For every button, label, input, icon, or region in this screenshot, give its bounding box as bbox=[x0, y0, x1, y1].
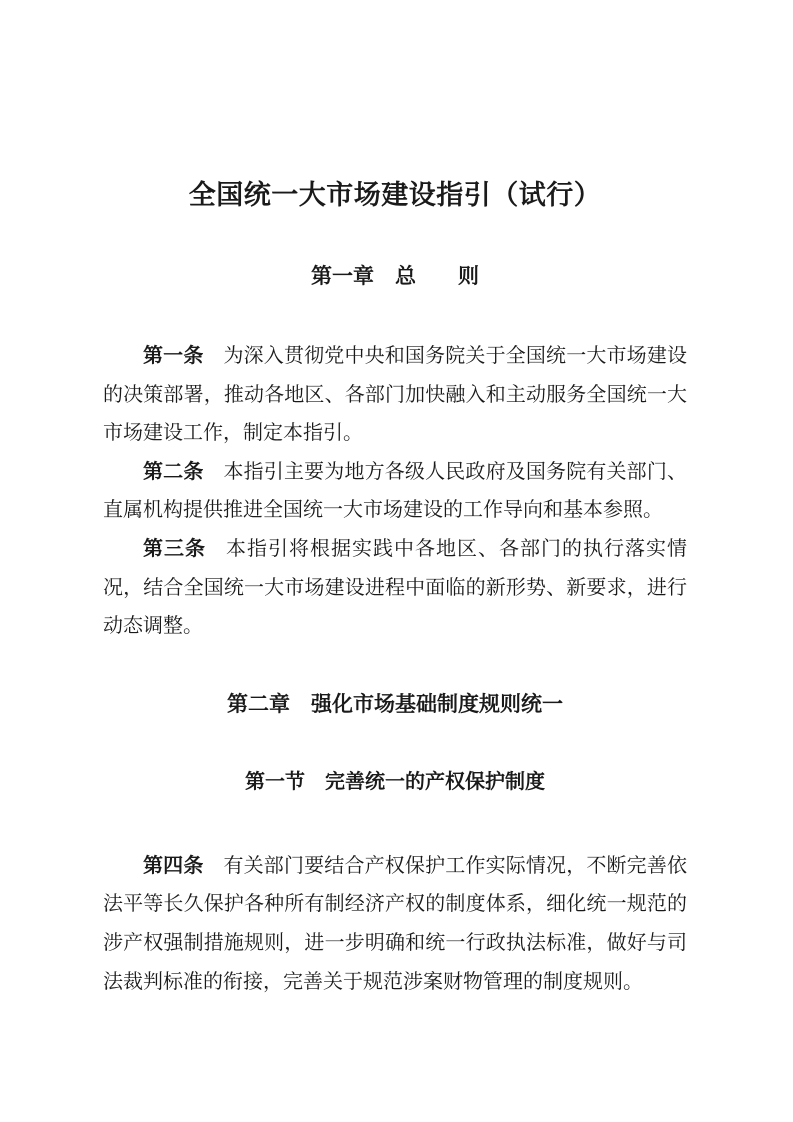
chapter-1-heading: 第一章 总 则 bbox=[311, 264, 479, 288]
article-4-text: 有关部门要结合产权保护工作实际情况，不断完善依法平等长久保护各种所有制经济产权的制度体系，细化统一规范的涉产权强制措施规则，进一步明确和统一行政执法标准，做好与司法裁判标准的衔接，完善关于规范涉案财物管理的制度规则。 bbox=[103, 854, 688, 993]
article-3 bbox=[103, 530, 687, 646]
chapter-1-articles bbox=[103, 337, 687, 646]
article-3-label: 第三条 bbox=[143, 537, 206, 560]
article-3-text: 本指引将根据实践中各地区、各部门的执行落实情况，结合全国统一大市场建设进程中面临的新形势、新要求，进行动态调整。 bbox=[103, 537, 687, 638]
article-2 bbox=[103, 453, 687, 530]
section-1-articles bbox=[103, 847, 687, 1001]
document-content bbox=[103, 0, 687, 1001]
document-title: 全国统一大市场建设指引（试行） bbox=[188, 180, 602, 210]
article-1 bbox=[103, 337, 687, 453]
chapter-2-section-1-heading: 第一节 完善统一的产权保护制度 bbox=[245, 770, 545, 793]
article-1-label: 第一条 bbox=[143, 345, 204, 367]
article-4 bbox=[103, 847, 687, 1001]
chapter-2-heading: 第二章 强化市场基础制度规则统一 bbox=[227, 691, 563, 716]
article-1-text: 为深入贯彻党中央和国务院关于全国统一大市场建设的决策部署，推动各地区、各部门加快融入和主动服务全国统一大市场建设工作，制定本指引。 bbox=[103, 345, 688, 445]
article-2-text: 本指引主要为地方各级人民政府及国务院有关部门、直属机构提供推进全国统一大市场建设的工作导向和基本参照。 bbox=[103, 460, 688, 522]
article-4-label: 第四条 bbox=[143, 854, 204, 877]
article-2-label: 第二条 bbox=[143, 460, 204, 483]
